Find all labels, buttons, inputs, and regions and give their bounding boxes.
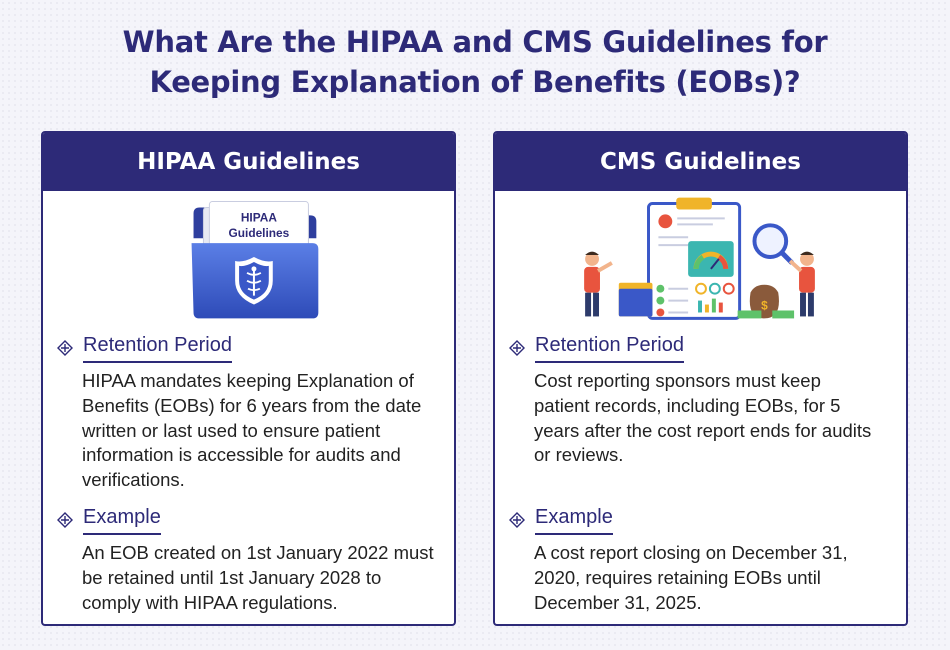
hipaa-retention-text: HIPAA mandates keeping Explanation of Benefits (EOBs) for 6 years from the date written or last used to ensure patient information is accessible for audits and verifications.	[82, 370, 422, 491]
diamond-bullet-icon	[57, 340, 73, 356]
hipaa-folder-illustration	[43, 193, 454, 323]
hipaa-example-heading	[57, 505, 161, 535]
hipaa-retention-heading-text: Retention Period	[83, 333, 232, 363]
hipaa-card	[41, 131, 456, 626]
page-title	[0, 22, 950, 102]
hipaa-retention-heading	[57, 333, 232, 363]
cms-report-illustration	[495, 193, 906, 323]
hipaa-card-header: HIPAA Guidelines	[43, 133, 454, 191]
hipaa-example-text: An EOB created on 1st January 2022 must be retained until 1st January 2028 to comply with HIPAA regulations.	[82, 542, 434, 613]
cms-retention-heading	[509, 333, 684, 363]
cms-retention-heading-text: Retention Period	[535, 333, 684, 363]
cms-example-heading	[509, 505, 613, 535]
title-line-1: What Are the HIPAA and CMS Guidelines for	[122, 25, 828, 59]
cms-retention-text: Cost reporting sponsors must keep patient records, including EOBs, for 5 years after the cost report ends for audits or reviews.	[534, 370, 872, 466]
diamond-bullet-icon	[509, 512, 525, 528]
cms-card	[493, 131, 908, 626]
cms-example-heading-text: Example	[535, 505, 613, 535]
svg-text:$: $	[761, 298, 768, 313]
title-line-2: Keeping Explanation of Benefits (EOBs)?	[149, 65, 801, 99]
diamond-bullet-icon	[509, 340, 525, 356]
cms-card-header: CMS Guidelines	[495, 133, 906, 191]
hipaa-example-heading-text: Example	[83, 505, 161, 535]
doc-label-2: Guidelines	[228, 226, 290, 241]
cms-example-text: A cost report closing on December 31, 2020, requires retaining EOBs until December 31, 2025.	[534, 542, 848, 613]
diamond-bullet-icon	[57, 512, 73, 528]
doc-label-1: HIPAA	[240, 210, 277, 225]
